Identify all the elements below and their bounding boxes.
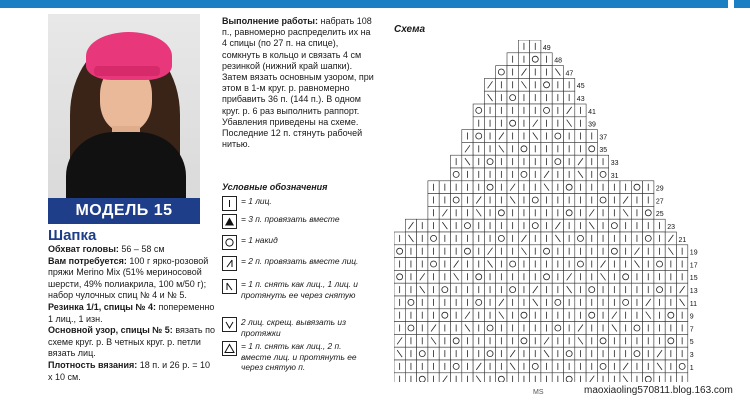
row-number: 43 bbox=[576, 96, 585, 103]
chart-cell bbox=[541, 78, 552, 91]
chart-cell bbox=[564, 373, 575, 382]
top-blue-bar bbox=[0, 0, 750, 8]
row-number: 27 bbox=[655, 198, 664, 206]
schema-title: Схема bbox=[394, 24, 426, 35]
row-number: 31 bbox=[610, 172, 619, 180]
row-number: 5 bbox=[689, 339, 694, 347]
chart-cell bbox=[597, 360, 608, 373]
chart-cell bbox=[586, 283, 597, 296]
row-number: 35 bbox=[599, 147, 608, 155]
chart-cell bbox=[665, 309, 676, 322]
row-number: 17 bbox=[689, 262, 698, 270]
chart-cell bbox=[586, 373, 597, 382]
model-label: МОДЕЛЬ 15 bbox=[75, 202, 173, 219]
chart-cell bbox=[428, 232, 439, 245]
row-number: 3 bbox=[689, 352, 694, 359]
chart-cell bbox=[631, 322, 642, 335]
chart-cell bbox=[439, 373, 450, 382]
chart-cell bbox=[564, 206, 575, 219]
slash-icon bbox=[222, 256, 237, 271]
chart-cell bbox=[507, 283, 518, 296]
chart-cell bbox=[473, 104, 484, 117]
row-number: 37 bbox=[599, 134, 608, 142]
chart-cell bbox=[530, 360, 541, 373]
chart-cell bbox=[575, 232, 586, 245]
gauge: Плотность вязания: 18 п. и 26 р. = 10 x 10 см. bbox=[48, 359, 210, 382]
chart-cell bbox=[462, 245, 473, 258]
chart-cell bbox=[586, 142, 597, 155]
chart-cell bbox=[473, 130, 484, 143]
model-banner bbox=[48, 198, 200, 224]
chart-cell bbox=[405, 322, 416, 335]
row-number: 9 bbox=[689, 313, 694, 321]
chart-cell bbox=[564, 347, 575, 360]
chart-cell bbox=[654, 283, 665, 296]
footer-url: maoxiaoling570811.blog.163.com bbox=[584, 385, 733, 396]
chart-cell bbox=[496, 206, 507, 219]
circle-icon bbox=[222, 235, 237, 250]
chart-cell bbox=[631, 181, 642, 194]
row-number: 13 bbox=[689, 288, 698, 295]
chart-cell bbox=[428, 258, 439, 271]
legend-item: 2 лиц. скрещ. вывязать из протяжки bbox=[222, 317, 372, 338]
chart-cell bbox=[530, 219, 541, 232]
chart-cell bbox=[597, 194, 608, 207]
chart-cell bbox=[473, 270, 484, 283]
chart-cell bbox=[518, 168, 529, 181]
v-icon bbox=[222, 317, 237, 332]
chart-cell bbox=[609, 245, 620, 258]
chart-cell bbox=[484, 322, 495, 335]
instructions: Выполнение работы: набрать 108 п., равномерно распределить их на 4 спицы (по 27 п. на спице), сомкнуть в кольцо и связать 4 см резинкой (нижний край шапки). Затем вязать основным узором, при этом в 1-м круг. р. равномерно прибавить 36 п. (144 п.). В одном круг. р. 6 раз выполнить раппорт. Убавления приведены на схеме. Последние 12 п. стянуть рабочей нитью. bbox=[222, 16, 374, 150]
chart-cell bbox=[507, 258, 518, 271]
chart-cell bbox=[518, 334, 529, 347]
chart-cell bbox=[439, 309, 450, 322]
rib-pattern: Резинка 1/1, спицы № 4: попеременно 1 лиц., 1 изн. bbox=[48, 301, 215, 324]
chart-cell bbox=[620, 373, 631, 382]
chart-cell bbox=[484, 347, 495, 360]
chart-cell bbox=[473, 296, 484, 309]
chart-cell bbox=[417, 373, 428, 382]
row-number: 1 bbox=[689, 364, 694, 372]
row-number: 45 bbox=[576, 83, 585, 91]
triangle-filled-icon bbox=[222, 214, 237, 229]
row-number: 25 bbox=[655, 211, 664, 219]
main-pattern: Основной узор, спицы № 5: вязать по схеме круг. р. В четных круг. р. петли вязать лиц. bbox=[48, 325, 215, 359]
chart-cell bbox=[462, 219, 473, 232]
backslash-icon bbox=[222, 279, 237, 294]
knit-stitch-icon bbox=[222, 196, 237, 211]
chart-cell bbox=[451, 334, 462, 347]
chart-cell bbox=[643, 206, 654, 219]
row-number: 11 bbox=[689, 300, 698, 308]
chart-cell bbox=[552, 155, 563, 168]
row-number: 21 bbox=[678, 236, 687, 244]
chart-cell bbox=[552, 322, 563, 335]
chart-cell bbox=[609, 219, 620, 232]
chart-cell bbox=[620, 296, 631, 309]
chart-cell bbox=[541, 270, 552, 283]
chart-cell bbox=[541, 104, 552, 117]
row-number: 19 bbox=[689, 249, 698, 257]
chart-cell bbox=[597, 334, 608, 347]
materials-column bbox=[48, 228, 216, 383]
chart-cell bbox=[530, 194, 541, 207]
legend-item: = 1 п. снять как лиц., 2 п. вместе лиц. и протянуть ее через снятую п. bbox=[222, 341, 372, 373]
chart-cell bbox=[394, 245, 405, 258]
chart-cell bbox=[643, 232, 654, 245]
chart-cell bbox=[507, 91, 518, 104]
chart-cell bbox=[451, 168, 462, 181]
knitting-chart bbox=[394, 40, 714, 382]
chart-cell bbox=[620, 270, 631, 283]
chart-cell bbox=[394, 270, 405, 283]
chart-cell bbox=[654, 258, 665, 271]
chart-cell bbox=[541, 245, 552, 258]
chart-cell bbox=[496, 66, 507, 79]
chart-cell bbox=[473, 373, 484, 382]
head-size: Обхват головы: 56 – 58 см bbox=[48, 244, 165, 254]
chart-cell bbox=[405, 296, 416, 309]
chart-cell bbox=[451, 194, 462, 207]
chart-cell bbox=[643, 373, 654, 382]
triangle-outline-icon bbox=[222, 341, 237, 356]
chart-cell bbox=[665, 334, 676, 347]
row-number: 29 bbox=[655, 185, 664, 193]
chart-cell bbox=[552, 296, 563, 309]
chart-cell bbox=[484, 181, 495, 194]
row-number: 15 bbox=[689, 275, 698, 283]
footer-ms: MS bbox=[533, 389, 544, 396]
item-title: Шапка bbox=[48, 227, 97, 244]
row-number: 41 bbox=[588, 108, 596, 116]
chart-cell bbox=[451, 360, 462, 373]
chart-cell bbox=[496, 232, 507, 245]
chart-cell bbox=[484, 155, 495, 168]
row-number: 47 bbox=[565, 70, 574, 78]
row-number: 39 bbox=[588, 121, 596, 129]
chart-cell bbox=[518, 309, 529, 322]
chart-cell bbox=[564, 181, 575, 194]
chart-cell bbox=[507, 117, 518, 130]
chart-cell bbox=[575, 258, 586, 271]
materials: Вам потребуется: 100 г ярко-розовой пряжи Merino Mix (51% мериносовой шерсти, 49% полиакрила, 100 м/50 г); набор чулочных спиц № 4 и № 5. bbox=[48, 255, 209, 301]
chart-cell bbox=[518, 142, 529, 155]
chart-cell bbox=[552, 130, 563, 143]
row-number: 33 bbox=[610, 160, 619, 167]
chart-cell bbox=[631, 347, 642, 360]
chart-cell bbox=[677, 360, 688, 373]
model-photo bbox=[48, 14, 200, 224]
row-number: 49 bbox=[542, 44, 551, 52]
legend-item: = 1 п. снять как лиц., 1 лиц. и протянуть ее через снятую bbox=[222, 279, 372, 300]
chart-cell bbox=[439, 283, 450, 296]
row-number: 7 bbox=[689, 326, 694, 334]
legend-item: = 1 накид bbox=[222, 235, 372, 250]
legend-item: = 2 п. провязать вместе лиц. bbox=[222, 256, 372, 271]
chart-cell bbox=[496, 373, 507, 382]
legend-item: = 3 п. провязать вместе bbox=[222, 214, 372, 229]
chart-cell bbox=[586, 309, 597, 322]
row-number: 48 bbox=[554, 57, 562, 65]
legend-title: Условные обозначения bbox=[222, 182, 328, 192]
row-number: 23 bbox=[667, 224, 675, 231]
chart-cell bbox=[530, 53, 541, 66]
chart-cell bbox=[597, 168, 608, 181]
legend-item: = 1 лиц. bbox=[222, 196, 372, 211]
chart-cell bbox=[417, 347, 428, 360]
